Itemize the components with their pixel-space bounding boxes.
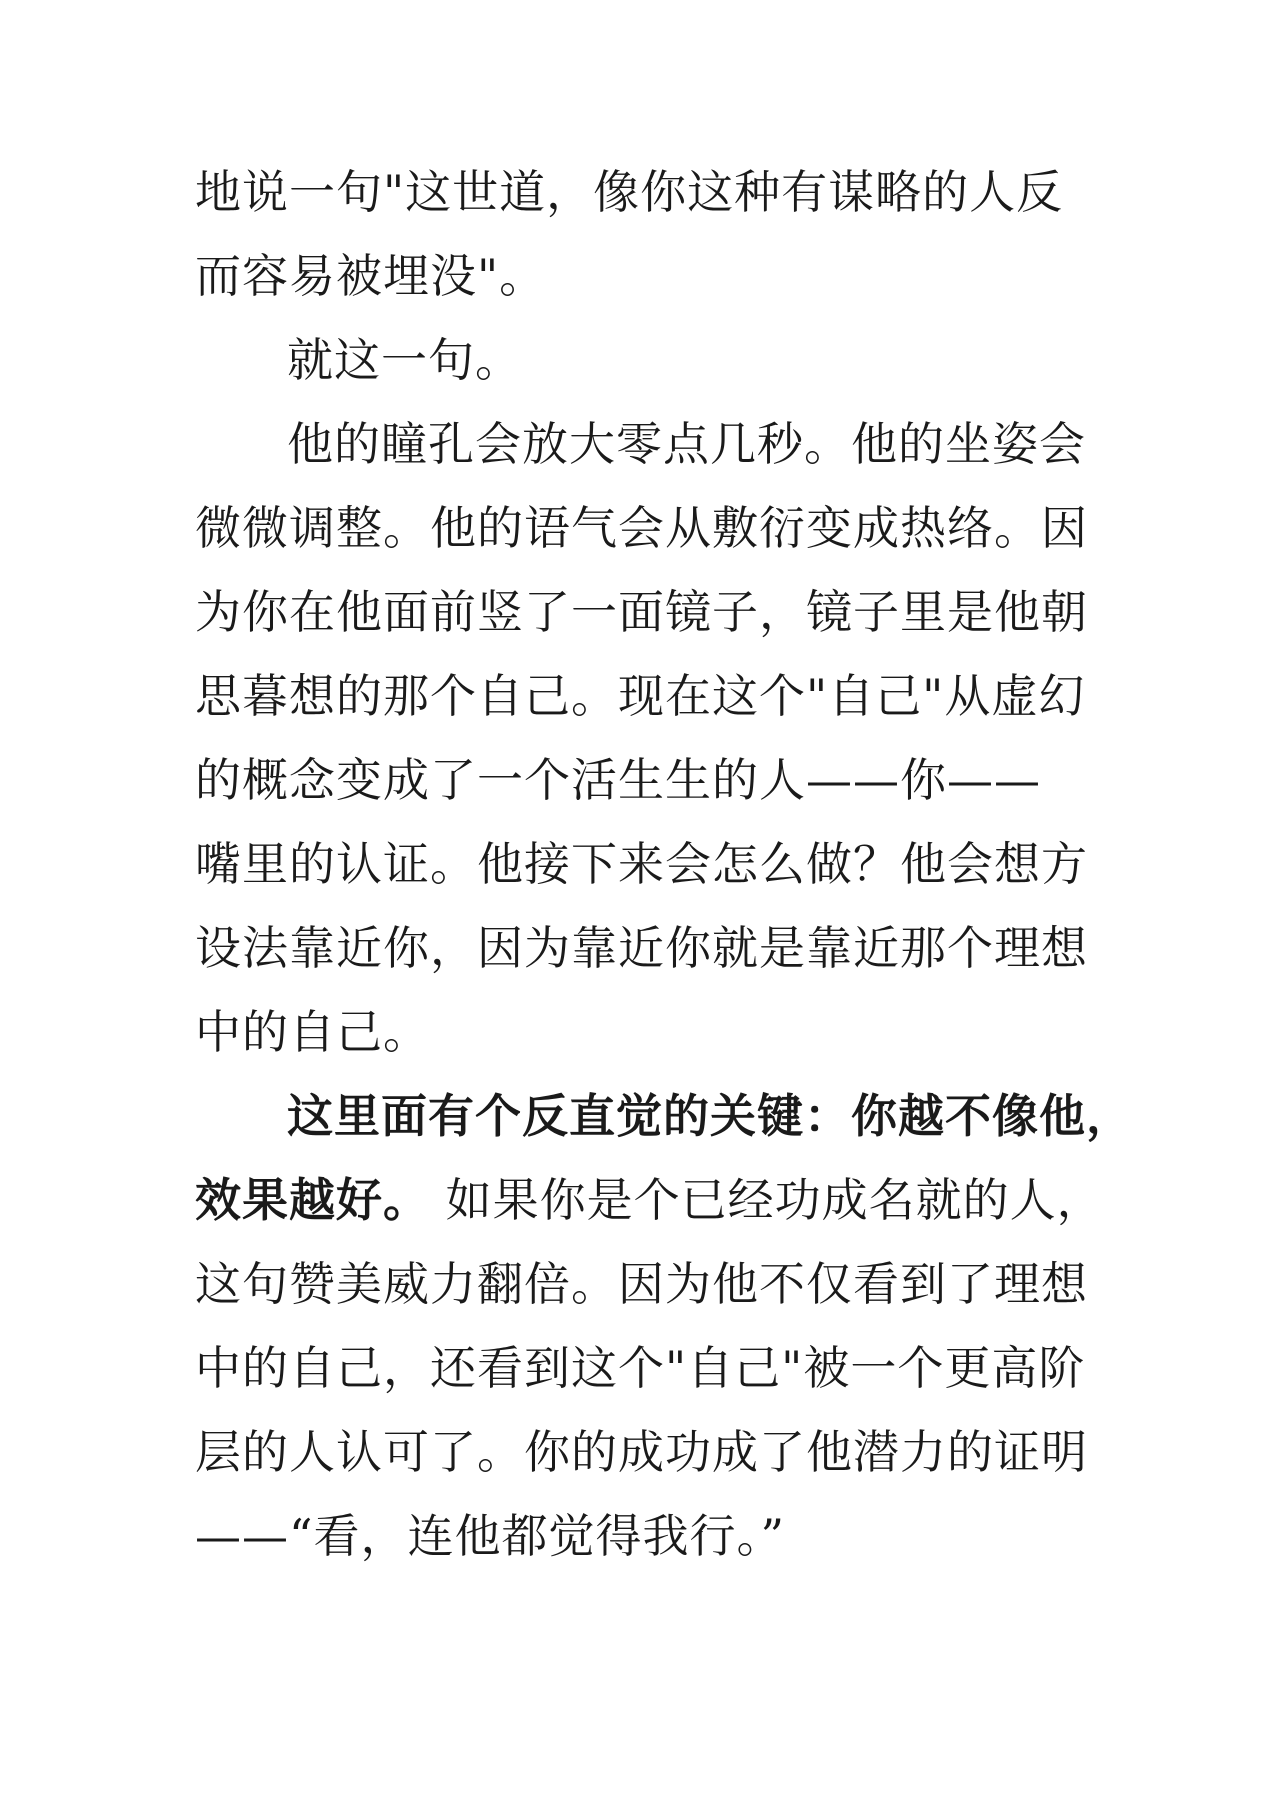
text-line: 嘴里的认证。他接下来会怎么做？他会想方 xyxy=(195,837,1088,891)
text-line: 中的自己，还看到这个"自己"被一个更高阶 xyxy=(195,1341,1086,1395)
text-line: 为你在他面前竖了一面镜子，镜子里是他朝 xyxy=(195,585,1088,639)
text-line: 地说一句"这世道，像你这种有谋略的人反 xyxy=(195,165,1064,219)
text-line: 的概念变成了一个活生生的人——你—— xyxy=(195,753,1041,807)
text-line: 层的人认可了。你的成功成了他潜力的证明 xyxy=(195,1425,1088,1479)
text-line: 中的自己。 xyxy=(195,1005,430,1059)
bold-phrase: 效果越好。 xyxy=(195,1173,430,1227)
text-run: 如果你是个已经功成名就的人， xyxy=(430,1173,1104,1227)
text-line: 微微调整。他的语气会从敷衍变成热络。因 xyxy=(195,501,1088,555)
document-page xyxy=(195,150,1133,1578)
paragraph-3 xyxy=(195,402,1095,1074)
paragraph-1 xyxy=(195,150,1095,318)
text-line: 而容易被埋没"。 xyxy=(195,249,547,303)
paragraph-4 xyxy=(195,1074,1133,1578)
text-line: 设法靠近你，因为靠近你就是靠近那个理想 xyxy=(195,921,1088,975)
text-line: 这句赞美威力翻倍。因为他不仅看到了理想 xyxy=(195,1257,1088,1311)
paragraph-2 xyxy=(195,318,1095,402)
text-line: ——“看，连他都觉得我行。” xyxy=(195,1509,786,1563)
text-line: 他的瞳孔会放大零点几秒。他的坐姿会 xyxy=(287,417,1086,471)
text-line xyxy=(195,1158,1104,1242)
bold-text-line: 这里面有个反直觉的关键：你越不像他， xyxy=(287,1089,1133,1143)
text-line: 思暮想的那个自己。现在这个"自己"从虚幻 xyxy=(195,669,1086,723)
text-line: 就这一句。 xyxy=(287,333,522,387)
